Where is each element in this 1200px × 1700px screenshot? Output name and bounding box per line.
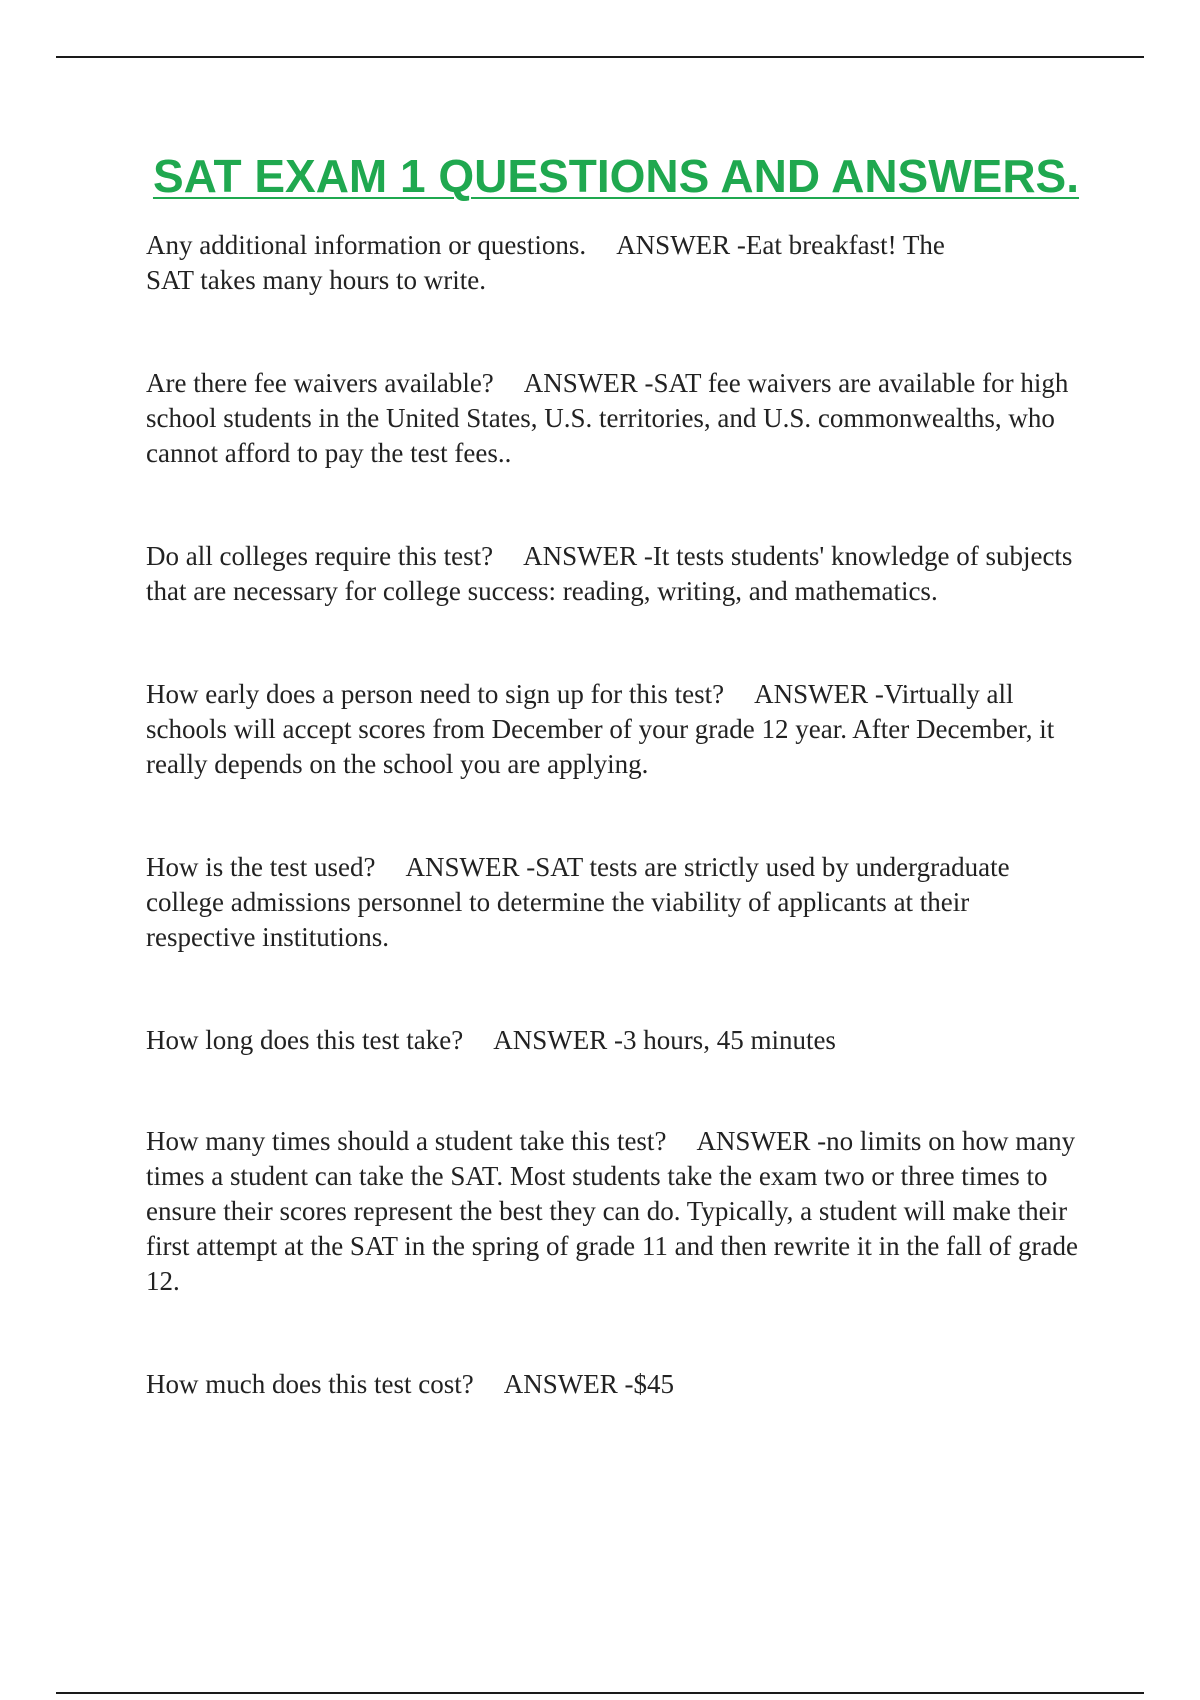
document-title-text: SAT EXAM 1 QUESTIONS AND ANSWERS. bbox=[152, 150, 1080, 202]
qa-item bbox=[146, 1124, 1086, 1299]
answer-text: ANSWER -SAT tests are strictly used by undergraduate college admissions personnel to determine the viability of applicants at their respective institutions. bbox=[146, 852, 1010, 952]
qa-item bbox=[146, 228, 976, 298]
question-text: Any additional information or questions. bbox=[146, 230, 587, 260]
document-title bbox=[0, 148, 1200, 204]
answer-text: ANSWER -It tests students' knowledge of subjects that are necessary for college success: reading, writing, and mathematics. bbox=[146, 541, 1073, 606]
qa-item bbox=[146, 366, 1071, 471]
answer-text: ANSWER -3 hours, 45 minutes bbox=[493, 1025, 836, 1055]
qa-item bbox=[146, 677, 1086, 782]
question-text: Do all colleges require this test? bbox=[146, 541, 494, 571]
question-text: Are there fee waivers available? bbox=[146, 368, 494, 398]
bottom-rule bbox=[56, 1692, 1144, 1694]
question-text: How is the test used? bbox=[146, 852, 376, 882]
qa-item bbox=[146, 850, 1066, 955]
answer-text: ANSWER -no limits on how many times a student can take the SAT. Most students take the exam two or three times to ensure their scores represent the best they can do. Typically, a student will make their first attempt at the SAT in the spring of grade 11 and then rewrite it in the fall of grade 12. bbox=[146, 1126, 1078, 1296]
qa-item bbox=[146, 1023, 1086, 1058]
answer-text: ANSWER -Virtually all schools will accept scores from December of your grade 12 year. After December, it really depends on the school you are applying. bbox=[146, 679, 1055, 779]
answer-text: ANSWER -Eat breakfast! The SAT takes many hours to write. bbox=[146, 230, 945, 295]
top-rule bbox=[56, 56, 1144, 58]
qa-item bbox=[146, 1367, 1086, 1402]
question-text: How much does this test cost? bbox=[146, 1369, 474, 1399]
answer-text: ANSWER -$45 bbox=[503, 1369, 674, 1399]
question-text: How many times should a student take this test? bbox=[146, 1126, 667, 1156]
question-text: How early does a person need to sign up for this test? bbox=[146, 679, 725, 709]
answer-text: ANSWER -SAT fee waivers are available for high school students in the United States, U.S. territories, and U.S. commonwealths, who cannot afford to pay the test fees.. bbox=[146, 368, 1069, 468]
question-text: How long does this test take? bbox=[146, 1025, 464, 1055]
qa-item bbox=[146, 539, 1081, 609]
